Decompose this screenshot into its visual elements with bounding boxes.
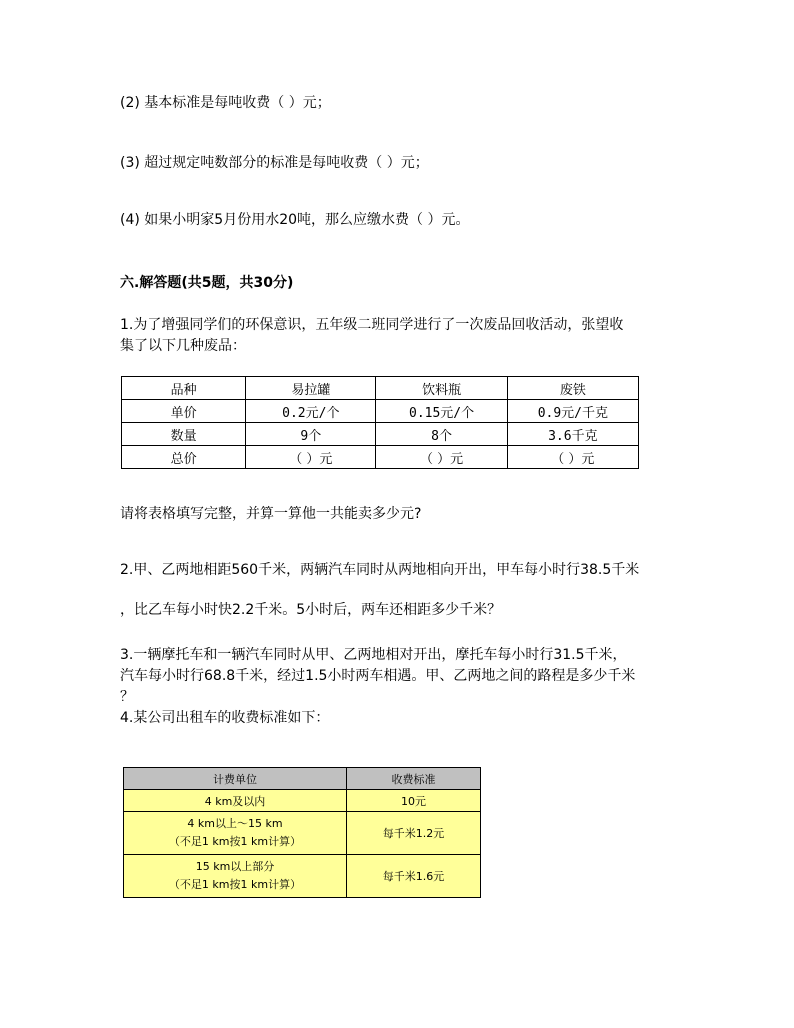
table-cell: 0.15元/个 bbox=[376, 400, 507, 423]
sub-question-4: (4) 如果小明家5月份用水20吨，那么应缴水费（ ）元。 bbox=[120, 212, 470, 228]
table-row bbox=[122, 423, 639, 446]
answer-blank-cell: （ ）元 bbox=[376, 446, 507, 469]
table-header-cell: 饮料瓶 bbox=[376, 377, 507, 400]
table-header-row bbox=[122, 377, 639, 400]
table-header-cell: 计费单位 bbox=[124, 768, 347, 790]
table-cell bbox=[124, 855, 347, 898]
table-cell: 8个 bbox=[376, 423, 507, 446]
table-cell: 0.9元/千克 bbox=[507, 400, 638, 423]
sub-question-2: (2) 基本标准是每吨收费（ ）元； bbox=[120, 95, 331, 111]
table-cell: 数量 bbox=[122, 423, 246, 446]
table-cell: 9个 bbox=[246, 423, 376, 446]
table-cell: 单价 bbox=[122, 400, 246, 423]
table-cell: 总价 bbox=[122, 446, 246, 469]
table-cell: 3.6千克 bbox=[507, 423, 638, 446]
table-row bbox=[124, 790, 481, 812]
table-header-cell: 品种 bbox=[122, 377, 246, 400]
q1-line2: 集了以下几种废品： bbox=[120, 338, 246, 354]
q2-line1: 2.甲、乙两地相距560千米，两辆汽车同时从两地相向开出，甲车每小时行38.5千米 bbox=[120, 562, 640, 578]
table-header-row bbox=[124, 768, 481, 790]
taxi-fee-table bbox=[123, 767, 481, 898]
q2-line2: ，比乙车每小时快2.2千米。5小时后，两车还相距多少千米？ bbox=[120, 602, 502, 618]
q3-line1: 3.一辆摩托车和一辆汽车同时从甲、乙两地相对开出，摩托车每小时行31.5千米， bbox=[120, 647, 627, 663]
table-row bbox=[124, 812, 481, 855]
sub-question-3: (3) 超过规定吨数部分的标准是每吨收费（ ）元； bbox=[120, 155, 429, 171]
table-header-cell: 废铁 bbox=[507, 377, 638, 400]
q1-prompt: 请将表格填写完整，并算一算他一共能卖多少元? bbox=[120, 506, 422, 522]
q4-line1: 4.某公司出租车的收费标准如下： bbox=[120, 710, 330, 726]
answer-blank-cell: （ ）元 bbox=[246, 446, 376, 469]
cell-line: 15 km以上部分 bbox=[195, 860, 275, 873]
table-cell: 0.2元/个 bbox=[246, 400, 376, 423]
answer-blank-cell: （ ）元 bbox=[507, 446, 638, 469]
waste-price-table bbox=[121, 376, 639, 469]
q1-line1: 1.为了增强同学们的环保意识，五年级二班同学进行了一次废品回收活动，张望收 bbox=[120, 317, 624, 333]
table-row bbox=[122, 446, 639, 469]
q3-line3: ？ bbox=[120, 689, 134, 705]
cell-line: （不足1 km按1 km计算） bbox=[168, 878, 302, 891]
table-header-cell: 收费标准 bbox=[347, 768, 481, 790]
table-header-cell: 易拉罐 bbox=[246, 377, 376, 400]
cell-line: （不足1 km按1 km计算） bbox=[168, 835, 302, 848]
q3-line2: 汽车每小时行68.8千米，经过1.5小时两车相遇。甲、乙两地之间的路程是多少千米 bbox=[120, 668, 636, 684]
cell-line: 4 km以上～15 km bbox=[187, 817, 283, 830]
table-cell: 4 km及以内 bbox=[124, 790, 347, 812]
table-cell bbox=[124, 812, 347, 855]
table-cell: 每千米1.6元 bbox=[347, 855, 481, 898]
table-cell: 每千米1.2元 bbox=[347, 812, 481, 855]
section-title: 六.解答题(共5题，共30分) bbox=[120, 275, 294, 291]
table-row bbox=[124, 855, 481, 898]
table-row bbox=[122, 400, 639, 423]
table-cell: 10元 bbox=[347, 790, 481, 812]
